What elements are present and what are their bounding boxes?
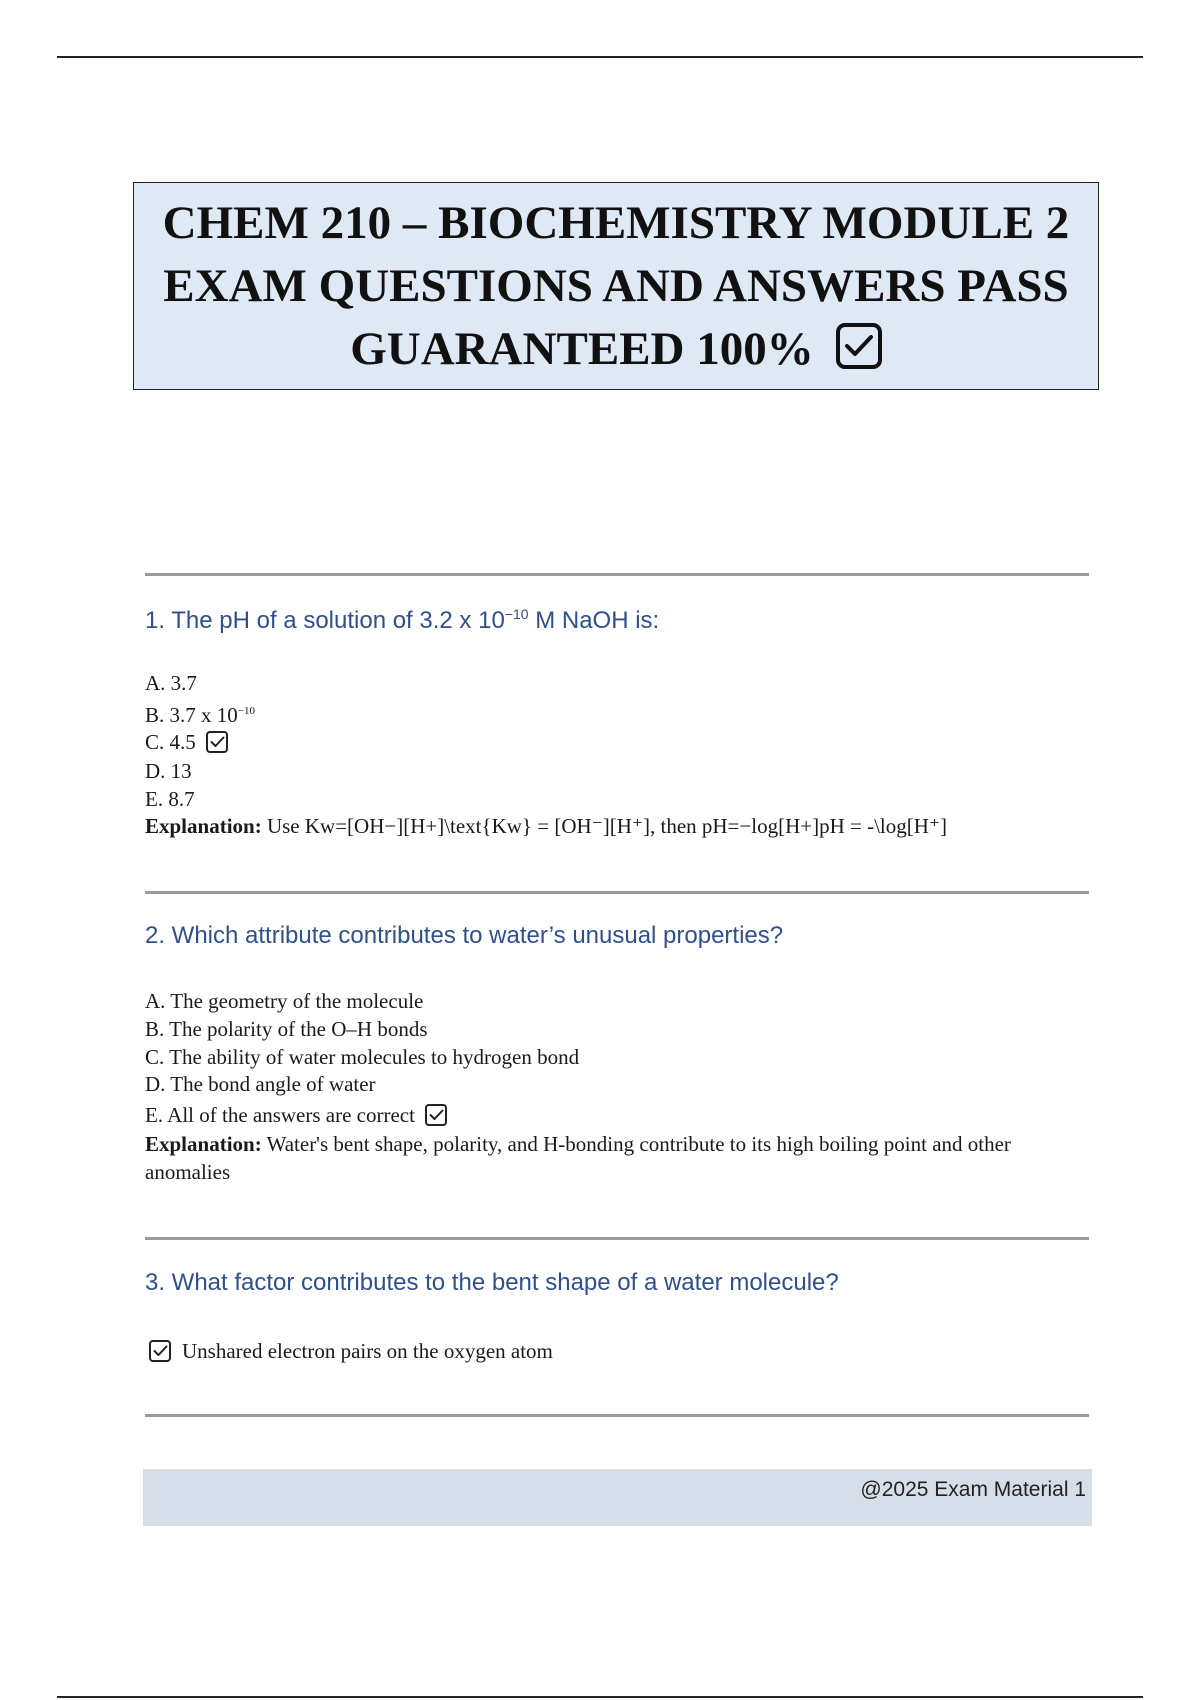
footer-band [143,1469,1092,1526]
title-line-1: CHEM 210 – BIOCHEMISTRY MODULE 2 [162,196,1070,249]
checkbox-checked-icon [425,1104,447,1126]
footer-text: @2025 Exam Material 1 [860,1478,1086,1501]
question-3-answer: Unshared electron pairs on the oxygen atom [149,1338,553,1365]
title-box [133,182,1099,390]
option-c: C. The ability of water molecules to hydrogen bond [145,1045,580,1069]
question-1-heading: 1. The pH of a solution of 3.2 x $10^{-10}$ M NaOH is: [145,606,660,634]
option-e: E. 8.7 [145,787,195,811]
option-a: A. The geometry of the molecule [145,989,424,1013]
divider [145,1237,1089,1240]
question-1-explanation: Explanation: Use Kw=[OH−][H+]\text{Kw} = [OH⁻][H⁺], then pH=−log⁡[H+]pH = -\log[H⁺] [145,814,947,838]
title-line-3: GUARANTEED 100% [350,322,814,375]
title-line-2: EXAM QUESTIONS AND ANSWERS PASS [163,259,1069,312]
bottom-rule [57,1696,1143,1698]
checkbox-checked-icon [149,1340,171,1362]
option-e-correct: E. All of the answers are correct [145,1102,447,1129]
option-c-correct: C. 4.5 [145,729,228,756]
option-d: D. The bond angle of water [145,1072,376,1096]
question-3-heading: 3. What factor contributes to the bent shape of a water molecule? [145,1269,839,1296]
option-d: D. 13 [145,759,192,783]
option-a: A. 3.7 [145,671,197,695]
top-rule [57,56,1143,58]
divider [145,891,1089,894]
option-b: B. 3.7 x $10^{-10}$ [145,703,255,727]
divider [145,1414,1089,1417]
question-2-heading: 2. Which attribute contributes to water’s unusual properties? [145,922,784,949]
divider [145,573,1089,576]
option-b: B. The polarity of the O–H bonds [145,1017,428,1041]
question-2-explanation: Explanation: Water's bent shape, polarity, and H-bonding contribute to its high boiling point and other anomalies [145,1132,1011,1184]
title-line-3-wrap [350,318,882,381]
checkbox-checked-icon [206,731,228,753]
checkbox-checked-icon [836,323,882,369]
